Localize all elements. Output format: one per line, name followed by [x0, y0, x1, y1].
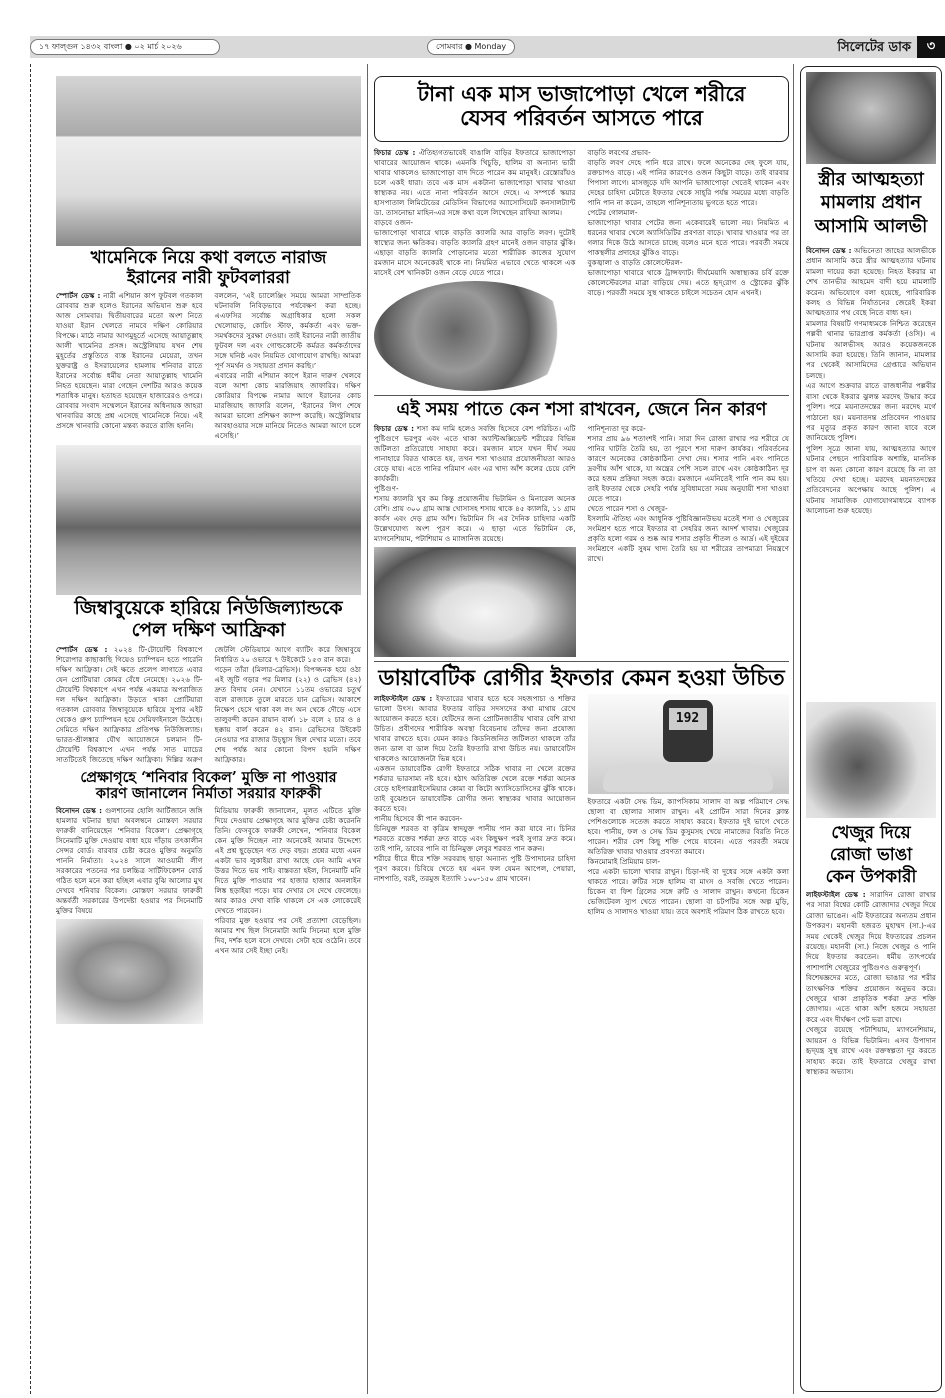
byline: ফিচার ডেস্ক :: [374, 148, 416, 157]
byline: বিনোদন ডেস্ক :: [56, 806, 102, 816]
glucose-meter-device: [663, 700, 713, 762]
headline-line: আসামি আলভী: [814, 215, 928, 237]
article-body-farooki: [56, 806, 361, 1024]
paragraph: বললেন, ‘এই চ্যালেঞ্জিং সময়ে আমরা সাম্প্রতিক ঘটনাবলি নিবিড়ভাবে পর্যবেক্ষণ করা হচ্ছে। এএফসির সর্বোচ্চ অগ্রাধিকার হলো সকল খেলোয়াড়, কোচিং স্টাফ, কর্মকর্তা এবং ভক্ত-সমর্থকদের সুরক্ষা দেওয়া। তাই ইরানের নারী জাতীয় ফুটবল দল এবং গোল্ডকোস্টে কর্মরত কর্মকর্তাদের সঙ্গে ঘনিষ্ঠ এবং নিয়মিত যোগাযোগ রাখছি। আমরা পূর্ণ সমর্থন ও সহায়তা প্রদান করছি।’: [214, 291, 361, 371]
page-header-bar: [30, 36, 945, 58]
headline-line: পেল দক্ষিণ আফ্রিকা: [131, 618, 286, 641]
headline-cucumber: এই সময় পাতে কেন শসা রাখবেন, জেনে নিন কারণ: [396, 399, 767, 420]
paragraph: বাড়তি লবণ দেহে পানি ধরে রাখে। ফলে অনেকের দেহ ফুলে যায়, রক্তচাপও বাড়ে। এই পানির কারণেও ওজন কিছুটা বাড়ে। তাই বারবার পিপাসা লাগে। মাসজুড়ে যদি আপনি ভাজাপোড়া খেতেই থাকেন এবং দেহের চাহিদা মেটাতে ইফতার থেকে সাহ্‌রি পর্যন্ত সময়ের মধ্যে বাড়তি পানি পান না করেন, তাহলে পানিশূন্যতায় ভুগতে হতে পারে।: [587, 158, 789, 207]
paragraph: শসায় ক্যালরি খুব কম কিন্তু প্রয়োজনীয় ভিটামিন ও মিনারেল অনেক বেশি। প্রায় ৩০০ গ্রাম আস্ত খোসাসহ শসায় থাকে ৪৫ ক্যালরি, ১১ গ্রাম কার্বস এবং দেড় গ্রাম আঁশ। ভিটামিন সি এর দৈনিক চাহিদার একটি উল্লেখযোগ্য অংশ পূরণ করে। এ ছাড়া এতে ভিটামিন কে, ম্যাগনেশিয়াম, পটাশিয়াম ও ম্যাঙ্গানিজ রয়েছে।: [374, 493, 576, 543]
headline-south-africa: [56, 598, 361, 642]
headline-line: জিম্বাবুয়েকে হারিয়ে নিউজিল্যান্ডকে: [74, 597, 343, 620]
paragraph: সারাদিন রোজা রাখার পর সারা বিশ্বের কোটি রোজাদার খেজুর দিয়ে রোজা ভাঙেন। এটি ইফতারের অন্যতম প্রধান উপকরণ। মহানবী হজরত মুহাম্মদ (সা.)-এর সময় থেকেই খেজুর দিয়ে ইফতারের প্রচলন রয়েছে। মহানবী (সা.) নিজে খেজুর ও পানি দিয়ে ইফতার করতেন। ধর্মীয় তাৎপর্যের পাশাপাশি খেজুরের পুষ্টিগুণও গুরুত্বপূর্ণ।: [806, 890, 936, 972]
subheading: পুষ্টিগুণ-: [374, 483, 399, 493]
actor-alvi-photo: [806, 72, 936, 164]
headline-iran-football: [56, 249, 361, 288]
cricket-celebration-photo: [56, 445, 361, 595]
byline: লাইফস্টাইল ডেস্ক :: [374, 693, 433, 703]
paragraph: ঐতিহ্যগতভাবেই বাঙালি বাড়ির ইফতারে ভাজাপোড়া খাবারের আয়োজন থাকে। এমনকি খিচুড়ি, হালিম বা অন্যান্য ভারী খাবার থাকলেও ভাজাপোড়া বাদ দিতে পারেন কম মানুষই। রেস্তোরাঁয়ও চলে একই ধারা। তবে এক মাস একটানা ভাজাপোড়া খাবার খাওয়া স্বাস্থ্যকর নয়। এতে নানা পরিবর্তন আসে দেহে। এ সম্পর্কে স্কয়ার হাসপাতাল লিমিটেডের মেডিসিন বিভাগের অ্যাসোসিয়েট কনসালট্যান্ট ডা. তাসনোভা মাহিন-এর সঙ্গে কথা বলে লিখেছেন রাফিয়া আলম।: [374, 148, 576, 217]
paragraph: মিডিয়ায় ফারুকী জানালেন, মূলত এটিতে মুক্তি দিয়ে দেওয়ায় প্রেক্ষাগৃহে আর মুক্তির চেষ্টা করেননি তিনি। ফেসবুকে ফারুকী লেখেন, ‘শনিবার বিকেল কেন মুক্তি দিচ্ছেন না? অনেকেই আমার উদ্দেশ্যে এই প্রশ্ন ছুড়েছেন গত দেড় বছর। প্রশ্নের মধ্যে এমন একটা ভাব লুকাইয়া রাখা আছে যেন আমি এখন উত্তর দিতে ভয় পাই। বাস্তবতা হইল, সিনেমাটি মনি দিতে মুক্তি পাওয়ার পর হাজার হাজার অনলাইন লিঙ্ক ছড়াইয়া পড়ে। যার দেখার সে দেখে ফেলেছে। আর কারও দেখা বাকি থাকলে সে এক লোকেরেই দেখতে পারবেন।: [214, 806, 361, 916]
article-body-dates-iftar: [806, 890, 936, 1388]
day-label: সোমবার ● Monday: [427, 39, 515, 55]
headline-line: কেন উপকারী: [825, 867, 917, 888]
headline-line: মামলায় প্রধান: [820, 192, 922, 214]
left-border: [30, 64, 31, 1394]
article-body-cucumber: [374, 424, 789, 657]
byline: স্পোর্টস ডেস্ক :: [56, 644, 108, 654]
page-number: ৩: [917, 36, 945, 58]
article-body-south-africa: [56, 645, 361, 765]
subheading: পানীয় হিসেবে কী পান করবেন-: [374, 813, 463, 823]
byline: স্পোর্টস ডেস্ক :: [56, 291, 101, 301]
headline-alvi-case: [804, 168, 938, 238]
fried-food-photo: [374, 281, 576, 391]
subheading: পানিশূন্যতা দূর করে-: [587, 423, 646, 433]
paragraph: মামলার বিষয়টি গণমাধ্যমকে নিশ্চিত করেছেন পল্লবী থানার ভারপ্রাপ্ত কর্মকর্তা (ওসি)। এ ঘটনায় আলভীসহ আরও কয়েকজনকে আসামি করা হয়েছে। তিনি জানান, মামলার পর থেকেই আসামিদের গ্রেপ্তারে অভিযান চলছে।: [806, 318, 936, 380]
headline-dates-iftar: [804, 822, 938, 888]
paragraph: ইসলামি ঐতিহ্য এবং আধুনিক পুষ্টিবিজ্ঞানউভয় মতেই শসা ও খেজুরের সংমিশ্রণ হতে পারে ইফতার বা সেহরির জন্য আদর্শ খাবার। খেজুরের প্রকৃতি হলো গরম ও শুষ্ক আর শসার প্রকৃতি শীতল ও আর্দ্র। এই দুইয়ের সংমিশ্রণে একটি সুষম খাদ্য তৈরি হয় যা শরীরের তাপমাত্রা নিয়ন্ত্রণে রাখে।: [587, 513, 789, 563]
headline-line: খামেনিকে নিয়ে কথা বলতে নারাজ: [90, 248, 327, 268]
article-body-fried-food: [374, 148, 789, 391]
column-divider: [793, 64, 794, 1394]
paragraph: অভিনেতা জাহের আলভীকে প্রধান আসামি করে স্ত্রীর আত্মহত্যার ঘটনায় মামলা দায়ের করা হয়েছে। নিহত ইকরার মা শেখ তানভীর আহমেদ বাদী হয়ে মামলাটি করেন। অভিযোগে বলা হয়েছে, পারিবারিক কলহ ও বিভিন্ন নির্যাতনের জেরেই ইকরা আত্মহত্যার পথ বেছে নিতে বাধ্য হন।: [806, 246, 936, 318]
paragraph: পরে একটা ভালো খাবার রাখুন। চিড়া-দই বা দুধের সঙ্গে একটা কলা থাকতে পারে। রুটির সঙ্গে হালিম বা মাংস ও সবজি খেতে পারেন। চিকেন বা ফিশ গ্রিলের সঙ্গে রুটি ও সালাদ রাখুন। কখনো চিকেন ভেজিটেবল স্যুপ খেতে পারেন। ছোলা বা চটপটির সঙ্গে অল্প মুড়ি, হালিম ও সালাদও খাওয়া যায়। তবে অবশ্যই পরিমাণ ঠিক রাখতে হবে।: [587, 866, 789, 916]
paragraph: শসা কম দামি হলেও সবজি হিসেবে বেশ পরিচিত। এটি পুষ্টিগুণে ভরপুর এবং এতে থাকা অ্যান্টিঅক্সিডেন্ট শরীরের বিভিন্ন জটিলতা প্রতিরোধে সাহায্য করে। রমজান মাসে যখন দীর্ঘ সময় পানাহারে বিরত থাকতে হয়, তখন শসা খাওয়ার প্রয়োজনীয়তা আরও বেড়ে যায়। এতে পানির পরিমাণ এবং এর খাদ্য আঁশ কলের চেয়ে বেশি কার্যকরী।: [374, 423, 576, 483]
divider: [374, 661, 789, 662]
paragraph: ইফতারের খাবার হতে হবে সহজপাচ্য ও শক্তির ভালো উৎস। আবার ইফতার বাড়ির সদস্যদের কথা মাথায় রেখে আয়োজন করতে হবে। হেটিদের জন্য প্রোটিনজাতীয় খাবার বেশি রাখা উচিত। প্রবীণদের শারীরিক অবস্থা বিবেচনায় তাঁদের জন্য প্রযোজ্য খাবার রাখতে হবে। যেমন কারও কিডনিজনিত জটিলতা থাকলে তাঁর জন্য ডাল বা ডাল দিয়ে তৈরি ইফতারি রাখা উচিত নয়। ডায়াবেটিস থাকলেও আয়োজনটা ভিন্ন হবে।: [374, 693, 576, 763]
left-column: [56, 76, 361, 1024]
subheading: বাড়বে ওজন-: [374, 218, 413, 227]
paragraph: শসার প্রায় ৯৬ শতাংশই পানি। সারা দিন রোজা রাখার পর শরীরে যে পানির ঘাটতি তৈরি হয়, তা পূরণে শসা দারুণ কার্যকর। পরিবর্তনের কারণে অনেকের কোষ্ঠকাঠিন্য দেখা দেয়। শসার পানি এবং পানিতে দ্রবণীয় আঁশ থাকে, যা অন্ত্রের পেশি সচল রাখে এবং কোষ্ঠকাঠিন্য দূর করে হজম প্রক্রিয়া সহজ করে। রমজানে এমনিতেই পানি পান কম হয়। তাই ইফতার থেকে সেহরি পর্যন্ত সুবিধামতো সময় অনুযায়ী শসা খাওয়া যেতে পারে।: [587, 433, 789, 503]
paragraph: ২০২৪ টি-টোয়েন্টি বিশ্বকাপে শিরোপার কাছাকাছি গিয়েও চ্যাম্পিয়ন হতে পারেনি দক্ষিণ আফ্রিকা। সেই ক্ষতে প্রলেপ লাগাতে এবার যেন প্রোটিয়ারা কোমর বেঁধে নেমেছে। ২০২৬ টি-টোয়েন্টি বিশ্বকাপে এখন পর্যন্ত একমাত্র অপরাজিত দল দক্ষিণ আফ্রিকা। উড়তে থাকা প্রোটিয়ারা গতকাল রোববার জিম্বাবুয়েকে হারিয়ে সুপার এইট থেকেও গ্রুপ চ্যাম্পিয়ন হয়ে সেমিফাইনালে উঠেছে। সেমিতে দক্ষিণ আফ্রিকার প্রতিপক্ষ নিউজিল্যান্ড। ভারত-শ্রীলঙ্কার যৌথ আয়োজনে চলমান টি-টোয়েন্টি বিশ্বকাপে এখন পর্যন্ত সাত ম্যাচের সাতটিতেই জিতেছে দক্ষিণ আফ্রিকা। দিল্লির অরুণ জেটলি স্টেডিয়ামে আগে ব্যাটিং করে জিম্বাবুয়ে নির্ধারিত ২০ ওভারে ৭ উইকেটে ১৫৩ রান করে।: [56, 644, 361, 764]
subheading: খেতে পারেন শসা ও খেজুর-: [587, 503, 668, 513]
paragraph: ভাজাপোড়া খাবার পেটের জন্য একেবারেই ভালো নয়। নিয়মিত এ ধরনের খাবার খেলে অ্যাসিডিটির প্রবণতা বাড়ে। খাবার খাওয়ার পর তা গলার দিকে উঠে আসতে চাচ্ছে বলেও মনে হতে পারে। পরবর্তী সময়ে পাকস্থলীর প্রদাহের ঝুঁকিও বাড়ে।: [587, 218, 789, 257]
headline-line: খেজুর দিয়ে: [831, 823, 911, 843]
headline-fried-food: [374, 76, 789, 142]
headline-line: টানা এক মাস ভাজাপোড়া খেলে শরীরে: [417, 81, 746, 106]
paragraph: ইফতারে একটা সেদ্ধ ডিম, ক্যাপসিকাম সালাদ বা অল্প পরিমাণে সেদ্ধ ছোলা বা ছোলার সালাদ রাখুন। এই প্রোটিন সারা দিনের ক্লান্ত পেশিগুলোকে সতেজ করতে সাহায্য করবে। ইফতার দুই ভাগে খেতে হবে। পানীয়, ফল ও সেদ্ধ ডিম কুসুমসহ খেয়ে নামাজের বিরতি নিতে পারেন। শরীর বেশ কিছু শক্তি পেয়ে যাবেন। এতে পরবর্তী সময়ে অতিরিক্ত খাবার খাওয়ার প্রবণতা কমাবে।: [587, 796, 789, 856]
headline-line: স্ত্রীর আত্মহত্যা: [818, 169, 924, 190]
glucose-meter-photo: [588, 694, 790, 794]
paragraph: পরিবার মুক্ত হওয়ার পর সেই প্রত্যাশা বেড়েছিল। আমার শখ ছিল সিনেমাটা আমি সিনেমা হলে মুক্তি দিব, দর্শক হলে বসে দেখবে। সেটা হয়ে ওঠেনি। তবে এখন আর সেই ইচ্ছা নেই।: [214, 916, 361, 956]
subheading: পেটের গোলমাল-: [587, 208, 638, 217]
film-still-photo: [56, 919, 203, 1024]
hands-shape: [603, 764, 773, 792]
paragraph: নারী এশিয়ান কাপ ফুটবল গতকাল রোববার শুরু হলেও ইরানের অভিযান শুরু হবে আজ সোমবার। দ্বিতীয়বারের মতো অংশ নিতে যাওয়া ইরান খেলতে নামবে দক্ষিণ কোরিয়ার বিপক্ষে। মাঠে নামার আগমুহূর্তে এসেছে আয়াতুল্লাহ আলী খামেনির প্রসঙ্গ। অস্ট্রেলিয়ায় যখন শেষ মুহূর্তের প্রস্তুতিতে ব্যস্ত ইরানের মেয়েরা, তখন যুক্তরাষ্ট্র ও ইসরায়েলের হামলায় শনিবার রাতে ইরানের সর্বোচ্চ ধর্মীয় নেতা আয়াতুল্লাহ খামেনি নিহত হয়েছেন। মারা গেছেন দেশটির আরও কয়েক শতাধিক মানুষ। হতাহত হয়েছেন হাজারেরও ওপরে। রোববার সংবাদ সম্মেলনে ইরানের অধিনায়ক জাহরা খানবারির কাছে প্রশ্ন এসেছে খামেনিকে নিয়ে। এই প্রসঙ্গে খানবারি কোনো মন্তব্য করতে রাজি হননি।: [56, 291, 203, 431]
date-label: ১৭ ফাল্গুন ১৪৩২ বাংলা ● ০২ মার্চ ২০২৬: [30, 39, 220, 55]
headline-diabetic-iftar: ডায়াবেটিক রোগীর ইফতার কেমন হওয়া উচিত: [378, 664, 785, 691]
article-body-diabetic-iftar: [374, 694, 789, 917]
column-divider: [367, 64, 368, 1394]
headline-line: ইরানের নারী ফুটবলাররা: [127, 267, 290, 288]
headline-line: প্রেক্ষাগৃহে ‘শনিবার বিকেল’ মুক্তি না পাওয়ার: [80, 768, 337, 786]
paragraph: এর আগে শুক্রবার রাতে রাজধানীর পল্লবীর বাসা থেকে ইকরার ঝুলন্ত মরদেহ উদ্ধার করে পুলিশ। পরে ময়নাতদন্তের জন্য মরদেহ মর্গে পাঠানো হয়। ময়নাতদন্ত প্রতিবেদন পাওয়ার পর মৃত্যুর প্রকৃত কারণ জানা যাবে বলে জানিয়েছে পুলিশ।: [806, 381, 936, 443]
meter-reading: 192: [669, 708, 707, 730]
paragraph: শরীরে ধীরে ধীরে শক্তি সরবরাহ ছাড়া অন্যান্য পুষ্টি উপাদানের চাহিদা পূরণ করবে। চিবিয়ে খেতে হয় এমন ফল যেমন আপেল, পেয়ারা, নাশপাতি, বরই, তরমুজ ইত্যাদি ১০০-১৫০ গ্রাম খাবেন।: [374, 853, 576, 883]
paragraph: খেজুরে রয়েছে পটাশিয়াম, ম্যাগনেশিয়াম, আয়রন ও বিভিন্ন ভিটামিন। এসব উপাদান হৃদ্‌যন্ত্র সুস্থ রাখে এবং রক্তস্বল্পতা দূর করতে সাহায্য করে। তাই ইফতারে খেজুর রাখা স্বাস্থ্যকর অভ্যাস।: [806, 1025, 936, 1076]
headline-line: কারণ জানালেন নির্মাতা সরয়ার ফারুকী: [95, 785, 322, 803]
paragraph: একজন ডায়াবেটিক রোগী ইফতারে সঠিক খাবার না খেলে রক্তের শর্করার ভারসাম্য নষ্ট হবে। হঠাৎ অতিরিক্ত খেলে রক্তে শর্করা অনেক বেড়ে হাইপারগ্লাইসেমিয়ার কোমা বা কিটো অ্যাসিডোসিসের ঝুঁকি থাকে। তাই বুঝেশুনে ডায়াবেটিক রোগীর জন্য স্বাস্থ্যকর খাবার আয়োজন করতে হবে।: [374, 763, 576, 813]
subheading: বুকজ্বালা ও বাড়তি কোলেস্টেরল-: [587, 258, 683, 267]
paragraph: পুলিশ সূত্রে জানা যায়, আত্মহত্যার আগে ঘটনার পেছনে পারিবারিক অশান্তি, মানসিক চাপ বা অন্য কোনো কারণ রয়েছে কি না তা খতিয়ে দেখা হচ্ছে। মরদেহ ময়নাতদন্তের প্রতিবেদনের অপেক্ষায় আছে পুলিশ। এ ঘটনায় সামাজিক যোগাযোগমাধ্যমে ব্যাপক আলোচনা শুরু হয়েছে।: [806, 443, 936, 516]
cucumber-photo: [374, 547, 576, 657]
paragraph: বিশেষজ্ঞদের মতে, রোজা ভাঙার পর শরীর তাৎক্ষণিক শক্তির প্রয়োজন অনুভব করে। খেজুরে থাকা প্রাকৃতিক শর্করা দ্রুত শক্তি জোগায়। এতে থাকা আঁশ হজমে সহায়তা করে এবং দীর্ঘক্ষণ পেট ভরা রাখে।: [806, 973, 936, 1024]
newspaper-logo: সিলেটের ডাক: [837, 40, 911, 55]
paragraph: গুলশানের হোলি আর্টিজানে জঙ্গি হামলার ঘটনার ছায়া অবলম্বনে মোস্তফা সরয়ার ফারুকী বানিয়েছেন ‘শনিবার বিকেল’। প্রেক্ষাগৃহে সিনেমাটি মুক্তি দেওয়ায় বাধা হয়ে দাঁড়ায় তৎকালীন সেন্সর বোর্ড। বারবার চেষ্টা করেও মুক্তির অনুমতি পাননি নির্মাতা। ২০২৪ সালে আওয়ামী লীগ সরকারের পতনের পর চলচ্চিত্র সার্টিফিকেশন বোর্ড গঠিত হলে মনে করা হচ্ছিল এবার বুঝি আলোর মুখ দেখবে শনিবার বিকেল। মোস্তফা সরয়ার ফারুকী অন্তর্বর্তী সরকারের উপদেষ্টা হওয়ার পর সিনেমাটি মুক্তির বিষয়ে: [56, 806, 203, 916]
subheading: কিনমোমাই প্রিমিয়াম চাল-: [587, 856, 660, 866]
headline-line: রোজা ভাঙা: [829, 845, 913, 866]
paragraph: এবারের নারী এশিয়ান কাপে ইরান দারুণ খেলবে বলে আশা কোচ মারজিয়াহ জাফারির। দক্ষিণ কোরিয়ার বিপক্ষে নামার আগে ইরানের কোচ মারজিয়াহ জাফারি বলেন, ‘ইরানের লিগ শেষে আমরা ভালো প্রশিক্ষণ ক্যাম্প করেছি। অস্ট্রেলিয়ার আবহাওয়ার সঙ্গে মানিয়ে নিতেও আমরা আগে চলে এসেছি।’: [214, 371, 361, 441]
byline: লাইফস্টাইল ডেস্ক :: [806, 890, 866, 899]
dates-photo: [806, 702, 936, 818]
subheading: বাড়তি লবণের প্রভাব-: [587, 148, 651, 157]
paragraph: ভাজাপোড়া খাবারে থাকে বাড়তি ক্যালরি আর বাড়তি লবণ। দুটোই স্বাস্থ্যের জন্য ক্ষতিকর। বাড়তি ক্যালরি গ্রহণ মানেই ওজন বাড়ার ঝুঁকি। এছাড়া বাড়তি ক্যালরি পোড়ানোর মতো শারীরিক কাজের সুযোগ রমজান মাসে অনেকেরই থাকে না। নিয়মিত এভাবে খেতে থাকলে এক মাসেই বেশ খানিকটা ওজন বেড়ে যেতে পারে।: [374, 228, 576, 277]
headline-farooki: [56, 770, 361, 803]
paragraph: গড়েন তাঁরা (মিলার-ব্রেভিস)। বিপজ্জনক হয়ে ওঠা এই জুটি গড়ার পর মিলার (২২) ও ব্রেভিস (৪২) দ্রুত বিদায় নেন। যেখানে ১১তম ওভারের চতুর্থ বলে রাজাকে তুলে মারতে যান ব্রেভিস। আকাশে নিক্ষেপ হেসে থাকা বল লং অন থেকে দৌড়ে এসে তালুবন্দী করেন রায়ান বার্ল। ১৮ বলে ২ চার ও ৪ ছক্কায় বার্ল করেন ৪২ রান। ব্রেভিসের উইকেট নেওয়ার পর রাজার উচ্ছ্বাস ছিল দেখার মতো। তবে শেষ পর্যন্ত আর কোনো বিপদ হয়নি দক্ষিণ আফ্রিকার।: [214, 664, 361, 764]
divider: [374, 395, 789, 396]
middle-column: [374, 76, 789, 917]
paragraph: চিনিযুক্ত শরবত বা কৃত্রিম স্বাদযুক্ত পানীয় পান করা যাবে না। চিনির শরবতে রক্তের শর্করা দ্রুত বাড়ে এবং কিছুক্ষণ পরই সুগার দ্রুত কমে। তাই পানি, ডাবের পানি বা চিনিমুক্ত লেবুর শরবত পান করুন।: [374, 823, 576, 853]
byline: বিনোদন ডেস্ক :: [806, 246, 852, 255]
paragraph: ভাজাপোড়া খাবারে থাকে ট্রান্সফ্যাট। দীর্ঘমেয়াদি অস্বাস্থ্যকর চর্বি রক্তে কোলেস্টেরলের মাত্রা বাড়িয়ে দেয়। এতে হৃদ্‌রোগ ও স্ট্রোকের ঝুঁকি বাড়ে। পরবর্তী সময়ে সুস্থ থাকতে চাইলে সচেতন হোন এখনই।: [587, 268, 789, 297]
byline: ফিচার ডেস্ক :: [374, 423, 414, 433]
headline-line: যেসব পরিবর্তন আসতে পারে: [460, 105, 703, 131]
iran-womens-team-photo: [56, 76, 361, 246]
article-body-iran-football: [56, 291, 361, 441]
article-body-alvi-case: [806, 246, 936, 698]
